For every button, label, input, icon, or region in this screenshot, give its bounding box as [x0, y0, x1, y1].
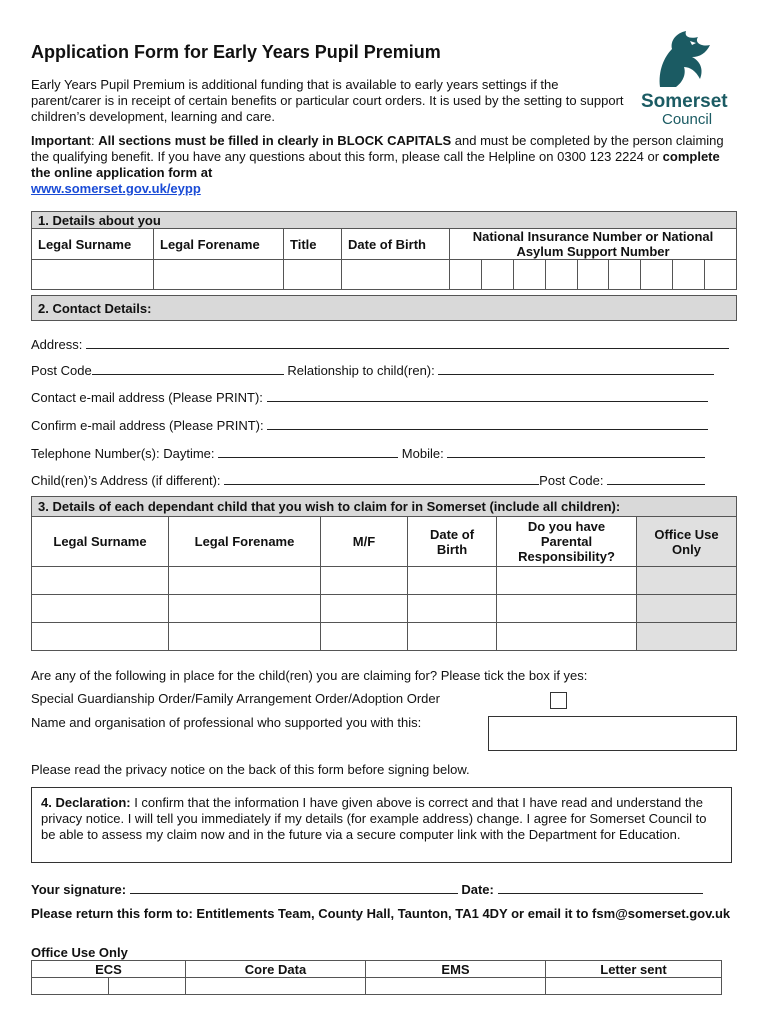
child-forename-cell[interactable] [169, 623, 321, 651]
ni-box[interactable] [514, 260, 546, 289]
child-gender-cell[interactable] [321, 595, 408, 623]
professional-field[interactable] [488, 716, 737, 751]
office-col-core-data: Core Data [186, 961, 366, 978]
input-legal-surname[interactable] [32, 260, 154, 290]
child-col-dob: Date of Birth [408, 517, 497, 567]
email-field[interactable] [267, 390, 708, 402]
table-row [32, 567, 737, 595]
ni-number-boxes [450, 260, 737, 290]
office-ecs-cell [32, 978, 186, 995]
child-surname-cell[interactable] [32, 567, 169, 595]
child-address-field[interactable] [224, 473, 539, 485]
table-row [32, 595, 737, 623]
child-forename-cell[interactable] [169, 595, 321, 623]
input-title[interactable] [284, 260, 342, 290]
child-parental-cell[interactable] [497, 595, 637, 623]
email-label: Contact e-mail address (Please PRINT): [31, 390, 263, 405]
mobile-field[interactable] [447, 446, 705, 458]
col-title: Title [284, 229, 342, 260]
child-dob-cell[interactable] [408, 595, 497, 623]
col-legal-forename: Legal Forename [154, 229, 284, 260]
office-use-label: Office Use Only [31, 945, 128, 960]
child-address-row [31, 473, 705, 488]
section-1-table [31, 211, 737, 290]
child-postcode-field[interactable] [607, 473, 705, 485]
input-legal-forename[interactable] [154, 260, 284, 290]
section-3-table [31, 496, 737, 651]
council-logo [638, 27, 743, 131]
ni-box[interactable] [450, 260, 482, 289]
col-legal-surname: Legal Surname [32, 229, 154, 260]
ni-box[interactable] [673, 260, 705, 289]
child-col-gender: M/F [321, 517, 408, 567]
mobile-label: Mobile: [401, 446, 444, 461]
logo-name: Somerset [641, 91, 728, 112]
confirm-email-label: Confirm e-mail address (Please PRINT): [31, 418, 264, 433]
ni-box[interactable] [578, 260, 610, 289]
postcode-field[interactable] [92, 363, 284, 375]
child-surname-cell[interactable] [32, 623, 169, 651]
input-date-of-birth[interactable] [342, 260, 450, 290]
address-field[interactable] [86, 337, 729, 349]
intro-text: Early Years Pupil Premium is additional funding that is available to early years settings if the parent/carer is in receipt of certain benefits or particular court orders. It is used by the setting to support children’s development, learning and care. [31, 77, 624, 124]
child-address-label: Child(ren)’s Address (if different): [31, 473, 221, 488]
return-instructions: Please return this form to: Entitlements Team, County Hall, Taunton, TA1 4DY or email it to fsm@somerset.gov.uk [31, 906, 731, 921]
address-label: Address: [31, 337, 83, 352]
relationship-label: Relationship to child(ren): [287, 363, 435, 378]
professional-label: Name and organisation of professional who supported you with this: [31, 715, 422, 730]
confirm-email-field[interactable] [267, 418, 708, 430]
col-date-of-birth: Date of Birth [342, 229, 450, 260]
important-label: Important [31, 133, 91, 148]
child-col-forename: Legal Forename [169, 517, 321, 567]
postcode-label: Post Code [31, 363, 92, 378]
section-1-heading: 1. Details about you [32, 212, 737, 229]
relationship-field[interactable] [438, 363, 714, 375]
privacy-notice: Please read the privacy notice on the back of this form before signing below. [31, 762, 470, 777]
table-row [32, 623, 737, 651]
dragon-icon [650, 27, 720, 91]
child-parental-cell[interactable] [497, 623, 637, 651]
child-office-cell [637, 595, 737, 623]
postcode-row [31, 363, 714, 378]
signature-label: Your signature: [31, 882, 127, 897]
office-ems-cell [366, 978, 546, 995]
ni-box[interactable] [705, 260, 736, 289]
child-office-cell [637, 567, 737, 595]
daytime-phone-field[interactable] [218, 446, 398, 458]
col-ni-number: National Insurance Number or National Asylum Support Number [450, 229, 737, 260]
child-surname-cell[interactable] [32, 595, 169, 623]
child-dob-cell[interactable] [408, 567, 497, 595]
important-text: and must be completed by the person claiming the qualifying benefit. If you have any questions about this form, please call the Helpline on 0300 123 2224 or [31, 133, 724, 164]
child-postcode-label: Post Code: [539, 473, 604, 488]
section-3-heading: 3. Details of each dependant child that you wish to claim for in Somerset (include all children): [32, 497, 737, 517]
declaration-text: I confirm that the information I have given above is correct and that I have read and understand the privacy notice. I will tell you immediately if my details (for example address) change. I agree for Somerset Council to be able to assess my claim now and in the future via a secure computer link with the Department for Education. [41, 795, 707, 842]
email-row [31, 390, 708, 405]
ni-box[interactable] [482, 260, 514, 289]
important-colon: : [90, 133, 99, 148]
telephone-row [31, 446, 705, 461]
office-col-ems: EMS [366, 961, 546, 978]
child-dob-cell[interactable] [408, 623, 497, 651]
orders-question: Are any of the following in place for the child(ren) you are claiming for? Please tick the box if yes: [31, 668, 588, 683]
address-row [31, 337, 729, 352]
child-gender-cell[interactable] [321, 623, 408, 651]
child-col-office: Office Use Only [637, 517, 737, 567]
date-field[interactable] [498, 882, 703, 894]
important-bold-2: complete the online application form at [31, 149, 720, 180]
declaration-label: 4. Declaration: [41, 795, 131, 810]
child-col-parental: Do you have Parental Responsibility? [497, 517, 637, 567]
page-title: Application Form for Early Years Pupil Premium [31, 42, 441, 62]
signature-row [31, 882, 703, 897]
important-bold: All sections must be filled in clearly in BLOCK CAPITALS [98, 133, 452, 148]
confirm-email-row [31, 418, 708, 433]
office-col-letter-sent: Letter sent [546, 961, 722, 978]
child-col-surname: Legal Surname [32, 517, 169, 567]
telephone-label: Telephone Number(s): Daytime: [31, 446, 215, 461]
child-forename-cell[interactable] [169, 567, 321, 595]
ni-box[interactable] [546, 260, 578, 289]
child-office-cell [637, 623, 737, 651]
office-core-data-cell [186, 978, 366, 995]
section-2-heading: 2. Contact Details: [31, 295, 737, 321]
online-form-link[interactable]: www.somerset.gov.uk/eypp [31, 181, 201, 196]
logo-sub: Council [662, 111, 713, 128]
order-label: Special Guardianship Order/Family Arrangement Order/Adoption Order [31, 691, 440, 706]
order-checkbox[interactable] [550, 692, 567, 709]
signature-field[interactable] [130, 882, 458, 894]
child-parental-cell[interactable] [497, 567, 637, 595]
office-col-ecs: ECS [32, 961, 186, 978]
child-gender-cell[interactable] [321, 567, 408, 595]
declaration-box [31, 787, 732, 863]
important-notice [31, 133, 736, 197]
office-letter-sent-cell [546, 978, 722, 995]
date-label: Date: [461, 882, 494, 897]
ni-box[interactable] [641, 260, 673, 289]
ni-box[interactable] [609, 260, 641, 289]
office-use-table [31, 960, 722, 995]
